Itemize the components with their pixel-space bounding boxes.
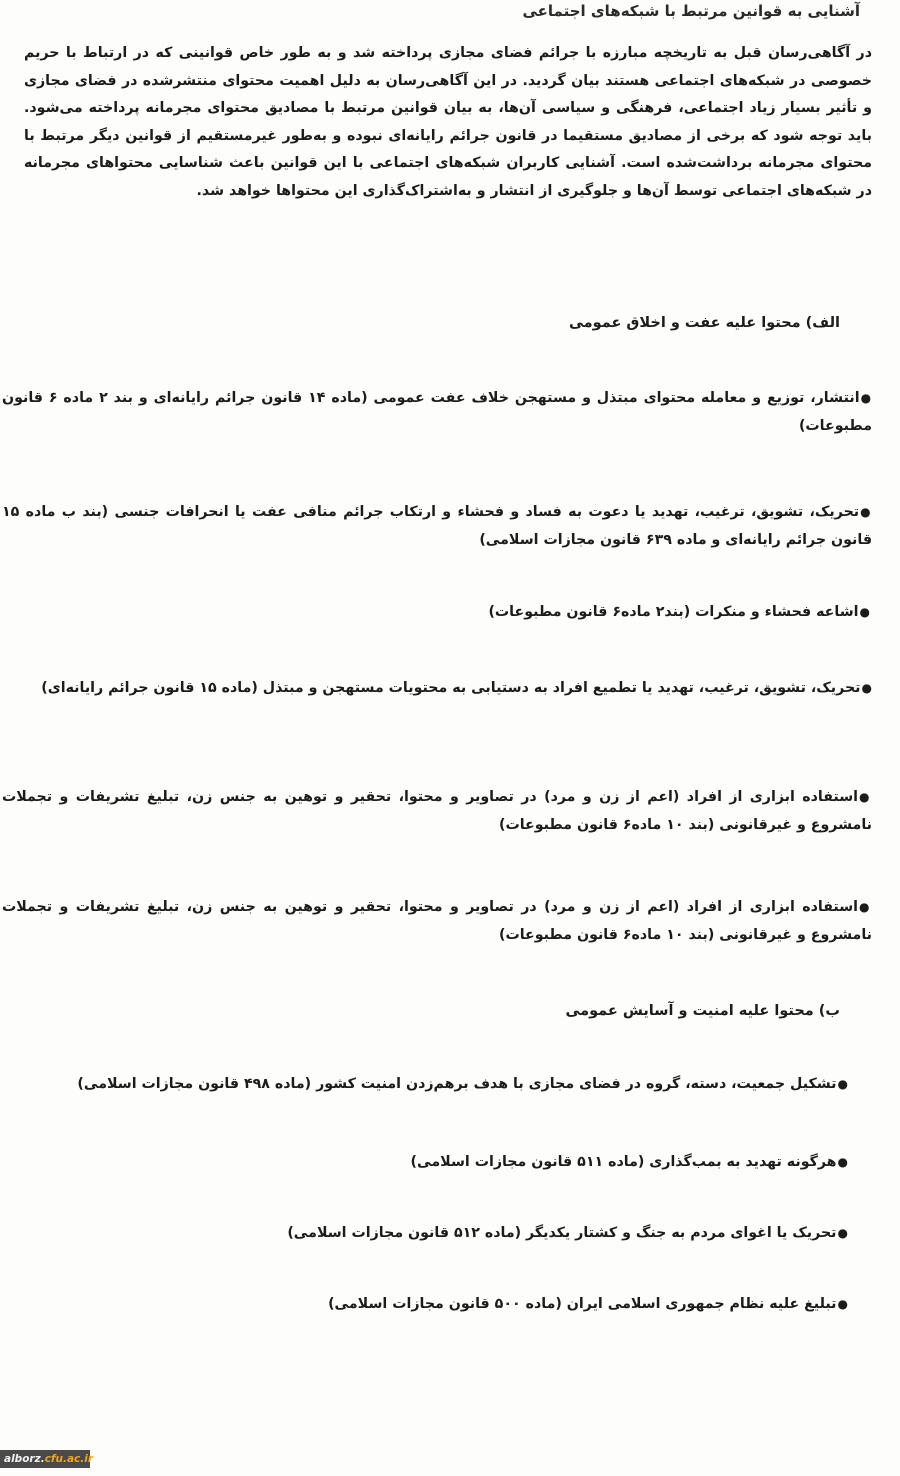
bullet-icon: ●	[860, 505, 872, 519]
bullet-icon: ●	[837, 1155, 848, 1169]
list-item	[0, 1148, 848, 1176]
list-item	[2, 498, 872, 554]
list-item-text: اشاعه فحشاء و منکرات (بند۲ ماده۶ قانون مطبوعات)	[488, 604, 859, 620]
list-item-text: تحریک، تشویق، ترغیب، تهدید یا دعوت به فساد و فحشاء و ارتکاب جرائم منافی عفت یا انحرافات جنسی (بند ب ماده ۱۵ قانون جرائم رایانه‌ای و ماده ۶۳۹ قانون مجازات اسلامی)	[2, 504, 872, 548]
list-item	[2, 384, 872, 440]
list-item-text: هرگونه تهدید به بمب‌گذاری (ماده ۵۱۱ قانون مجازات اسلامی)	[410, 1154, 837, 1170]
list-item-text: استفاده ابزاری از افراد (اعم از زن و مرد) در تصاویر و محتوا، تحقیر و توهین به جنس زن، تبلیغ تشریفات و تجملات نامشروع و غیرقانونی (بند ۱۰ ماده۶ قانون مطبوعات)	[2, 899, 872, 943]
list-item	[2, 893, 872, 949]
list-item-text: انتشار، توزیع و معامله محتوای مبتذل و مستهجن خلاف عفت عمومی (ماده ۱۴ قانون جرائم رایانه‌ای و بند ۲ ماده ۶ قانون مطبوعات)	[2, 390, 872, 434]
section-heading-b: ب) محتوا علیه امنیت و آسایش عمومی	[565, 1003, 840, 1019]
section-heading-a: الف) محتوا علیه عفت و اخلاق عمومی	[568, 315, 840, 331]
list-item-text: تبلیغ علیه نظام جمهوری اسلامی ایران (ماده ۵۰۰ قانون مجازات اسلامی)	[328, 1296, 837, 1312]
list-item	[2, 674, 872, 702]
bullet-icon: ●	[859, 605, 870, 619]
bullet-icon: ●	[837, 1077, 848, 1091]
bullet-icon: ●	[859, 790, 872, 804]
list-item	[0, 1290, 848, 1318]
list-item	[0, 598, 870, 626]
list-item-text: تحریک، تشویق، ترغیب، تهدید یا تطمیع افراد به دستیابی به محتویات مستهجن و مبتذل (ماده ۱۵ قانون جرائم رایانه‌ای)	[41, 680, 861, 696]
list-item	[0, 1219, 848, 1247]
list-item-text: تحریک یا اغوای مردم به جنگ و کشتار یکدیگر (ماده ۵۱۲ قانون مجازات اسلامی)	[287, 1225, 837, 1241]
bullet-icon: ●	[860, 391, 872, 405]
list-item-text: استفاده ابزاری از افراد (اعم از زن و مرد) در تصاویر و محتوا، تحقیر و توهین به جنس زن، تبلیغ تشریفات و تجملات نامشروع و غیرقانونی (بند ۱۰ ماده۶ قانون مطبوعات)	[2, 789, 872, 833]
bullet-icon: ●	[859, 900, 872, 914]
bullet-icon: ●	[861, 681, 872, 695]
site-watermark	[0, 1450, 94, 1468]
bullet-icon: ●	[837, 1226, 848, 1240]
intro-paragraph: در آگاهی‌رسان قبل به تاریخچه مبارزه با جرائم فضای مجازی پرداخته شد و به طور خاص قوانینی که در ارتباط با حریم خصوصی در شبکه‌های اجتماعی هستند بیان گردید. در این آگاهی‌رسان به دلیل اهمیت محتوای منتشرشده در فضای مجازی و تأثیر بسیار زیاد اجتماعی، فرهنگی و سیاسی آن‌ها، به بیان قوانین مرتبط با مصادیق محتوای مجرمانه پرداخته می‌شود. باید توجه شود که برخی از مصادیق مستقیما در قانون جرائم رایانه‌ای نبوده و به‌طور غیرمستقیم از قوانین دیگر مرتبط با محتوای مجرمانه برداشت‌شده است. آشنایی کاربران شبکه‌های اجتماعی با این قوانین باعث شناسایی محتواهای مجرمانه در شبکه‌های اجتماعی توسط آن‌ها و جلوگیری از انتشار و به‌اشتراک‌گذاری این محتواها خواهد شد.	[24, 45, 872, 199]
watermark-host: alborz.	[4, 1453, 45, 1465]
bullet-icon: ●	[837, 1297, 848, 1311]
list-item-text: تشکیل جمعیت، دسته، گروه در فضای مجازی با هدف برهم‌زدن امنیت کشور (ماده ۴۹۸ قانون مجازات اسلامی)	[77, 1076, 837, 1092]
document-title: آشنایی به قوانین مرتبط با شبکه‌های اجتماعی	[522, 2, 860, 20]
list-item	[0, 1070, 848, 1098]
watermark-domain: cfu.ac.ir	[44, 1453, 94, 1465]
list-item	[2, 783, 872, 839]
